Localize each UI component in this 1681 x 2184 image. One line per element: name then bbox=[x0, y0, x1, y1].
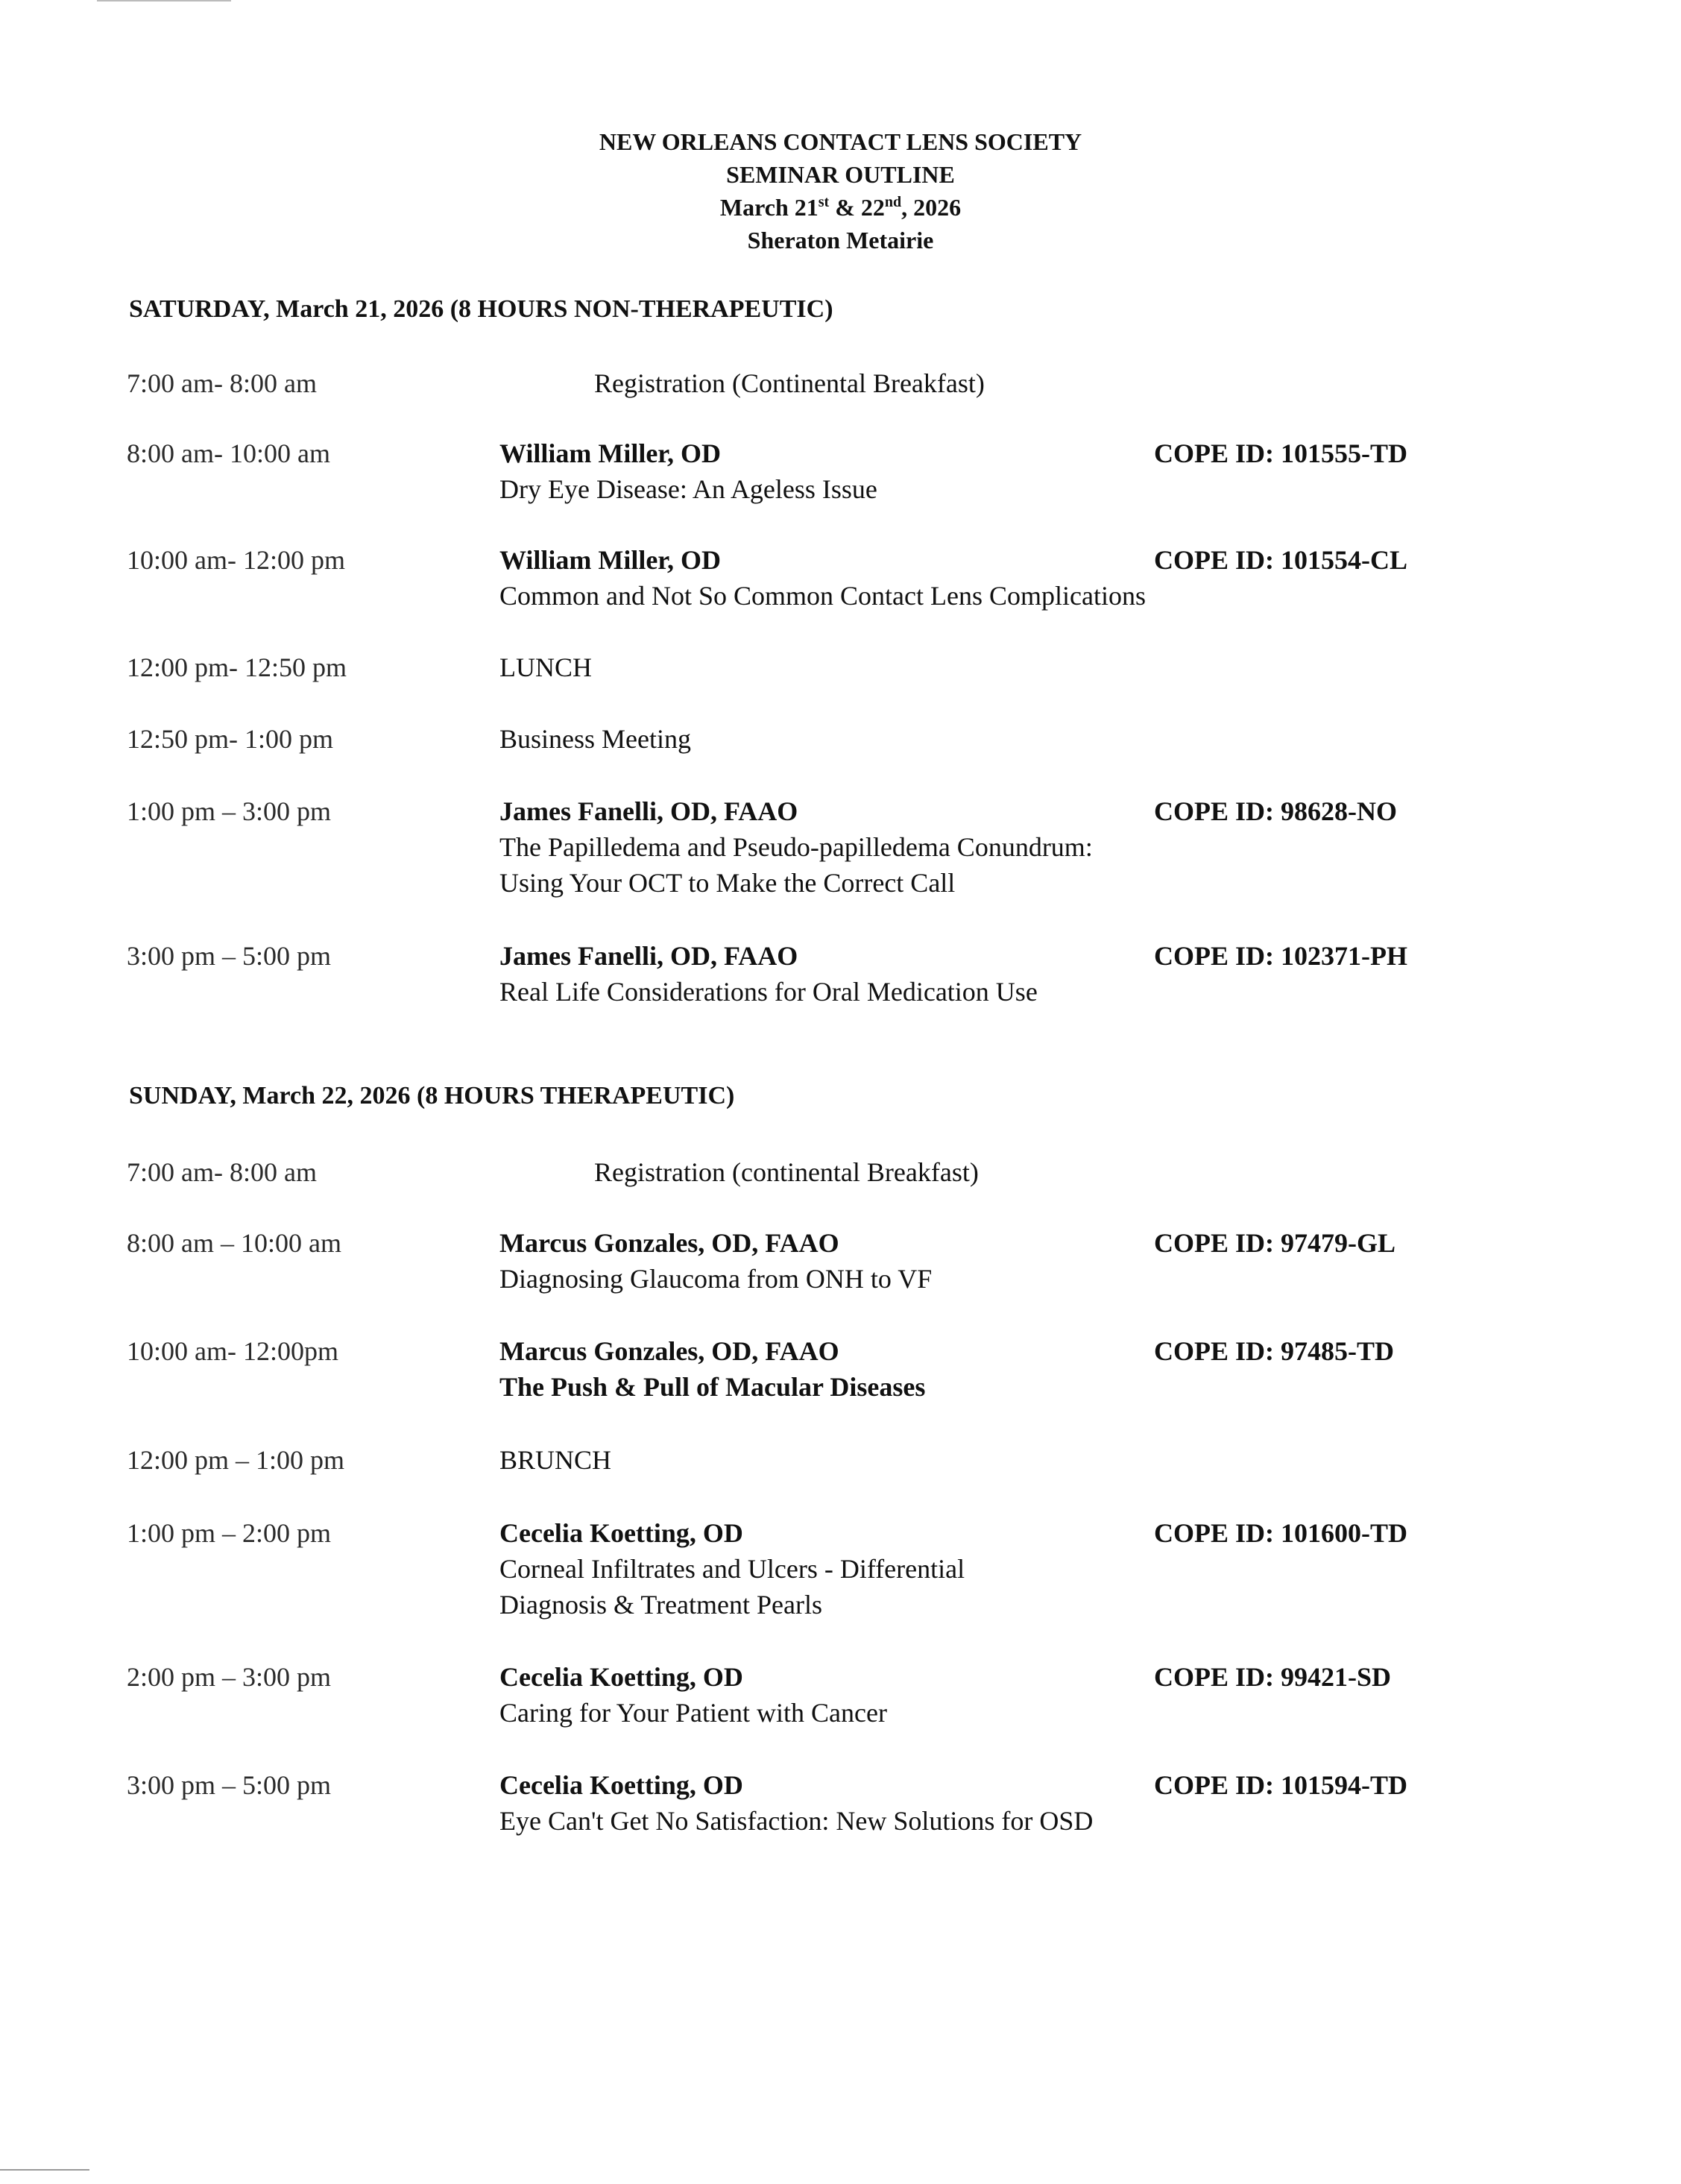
seminar-dates: March 21st & 22nd, 2026 bbox=[719, 194, 962, 221]
session-title: Registration (Continental Breakfast) bbox=[594, 368, 985, 398]
cope-id: COPE ID: 97479-GL bbox=[1154, 1228, 1395, 1258]
cope-id: COPE ID: 101555-TD bbox=[1154, 438, 1407, 468]
document-subtitle: SEMINAR OUTLINE bbox=[726, 161, 955, 188]
session-time: 1:00 pm – 3:00 pm bbox=[127, 796, 332, 826]
session-time: 1:00 pm – 2:00 pm bbox=[127, 1518, 332, 1548]
session-title: Caring for Your Patient with Cancer bbox=[499, 1698, 887, 1728]
scan-edge-mark bbox=[0, 2169, 89, 2171]
session-title: Registration (continental Breakfast) bbox=[594, 1157, 979, 1187]
document-header bbox=[0, 125, 1681, 257]
scan-edge-mark bbox=[97, 0, 231, 1]
speaker-name: William Miller, OD bbox=[499, 545, 721, 575]
day-heading-saturday: SATURDAY, March 21, 2026 (8 HOURS NON-THERAPEUTIC) bbox=[129, 295, 833, 323]
speaker-name: Cecelia Koetting, OD bbox=[499, 1518, 743, 1548]
session-title: Using Your OCT to Make the Correct Call bbox=[499, 868, 956, 898]
session-time: 2:00 pm – 3:00 pm bbox=[127, 1662, 332, 1692]
session-time: 8:00 am – 10:00 am bbox=[127, 1228, 341, 1258]
speaker-name: Cecelia Koetting, OD bbox=[499, 1770, 743, 1800]
venue: Sheraton Metairie bbox=[747, 227, 934, 254]
cope-id: COPE ID: 101554-CL bbox=[1154, 545, 1407, 575]
cope-id: COPE ID: 99421-SD bbox=[1154, 1662, 1392, 1692]
speaker-name: James Fanelli, OD, FAAO bbox=[499, 796, 798, 826]
session-time: 8:00 am- 10:00 am bbox=[127, 438, 330, 468]
session-title: Dry Eye Disease: An Ageless Issue bbox=[499, 474, 877, 504]
session-title: Common and Not So Common Contact Lens Complications bbox=[499, 581, 1146, 611]
session-time: 12:50 pm- 1:00 pm bbox=[127, 724, 333, 754]
speaker-name: William Miller, OD bbox=[499, 438, 721, 468]
session-time: 3:00 pm – 5:00 pm bbox=[127, 941, 332, 971]
cope-id: COPE ID: 97485-TD bbox=[1154, 1336, 1394, 1366]
session-title: Real Life Considerations for Oral Medication Use bbox=[499, 977, 1038, 1007]
speaker-name: Cecelia Koetting, OD bbox=[499, 1662, 743, 1692]
cope-id: COPE ID: 98628-NO bbox=[1154, 796, 1397, 826]
day-heading-sunday: SUNDAY, March 22, 2026 (8 HOURS THERAPEUTIC) bbox=[129, 1082, 735, 1110]
session-time: 10:00 am- 12:00 pm bbox=[127, 545, 345, 575]
session-title: Diagnosis & Treatment Pearls bbox=[499, 1590, 822, 1620]
session-title: The Papilledema and Pseudo-papilledema Conundrum: bbox=[499, 832, 1093, 862]
session-title: Diagnosing Glaucoma from ONH to VF bbox=[499, 1264, 933, 1294]
session-time: 10:00 am- 12:00pm bbox=[127, 1336, 338, 1366]
speaker-name: James Fanelli, OD, FAAO bbox=[499, 941, 798, 971]
session-title: Eye Can't Get No Satisfaction: New Solutions for OSD bbox=[499, 1806, 1094, 1836]
session-time: 7:00 am- 8:00 am bbox=[127, 368, 317, 398]
cope-id: COPE ID: 102371-PH bbox=[1154, 941, 1407, 971]
session-time: 12:00 pm- 12:50 pm bbox=[127, 652, 347, 682]
cope-id: COPE ID: 101594-TD bbox=[1154, 1770, 1407, 1800]
speaker-name: Marcus Gonzales, OD, FAAO bbox=[499, 1336, 839, 1366]
cope-id: COPE ID: 101600-TD bbox=[1154, 1518, 1407, 1548]
session-title: The Push & Pull of Macular Diseases bbox=[499, 1372, 926, 1402]
session-time: 7:00 am- 8:00 am bbox=[127, 1157, 317, 1187]
session-title: Corneal Infiltrates and Ulcers - Differential bbox=[499, 1554, 965, 1584]
session-title: LUNCH bbox=[499, 652, 592, 682]
session-time: 12:00 pm – 1:00 pm bbox=[127, 1445, 345, 1475]
session-title: Business Meeting bbox=[499, 724, 691, 754]
session-title: BRUNCH bbox=[499, 1445, 612, 1475]
session-time: 3:00 pm – 5:00 pm bbox=[127, 1770, 332, 1800]
speaker-name: Marcus Gonzales, OD, FAAO bbox=[499, 1228, 839, 1258]
organization-name: NEW ORLEANS CONTACT LENS SOCIETY bbox=[599, 128, 1082, 155]
